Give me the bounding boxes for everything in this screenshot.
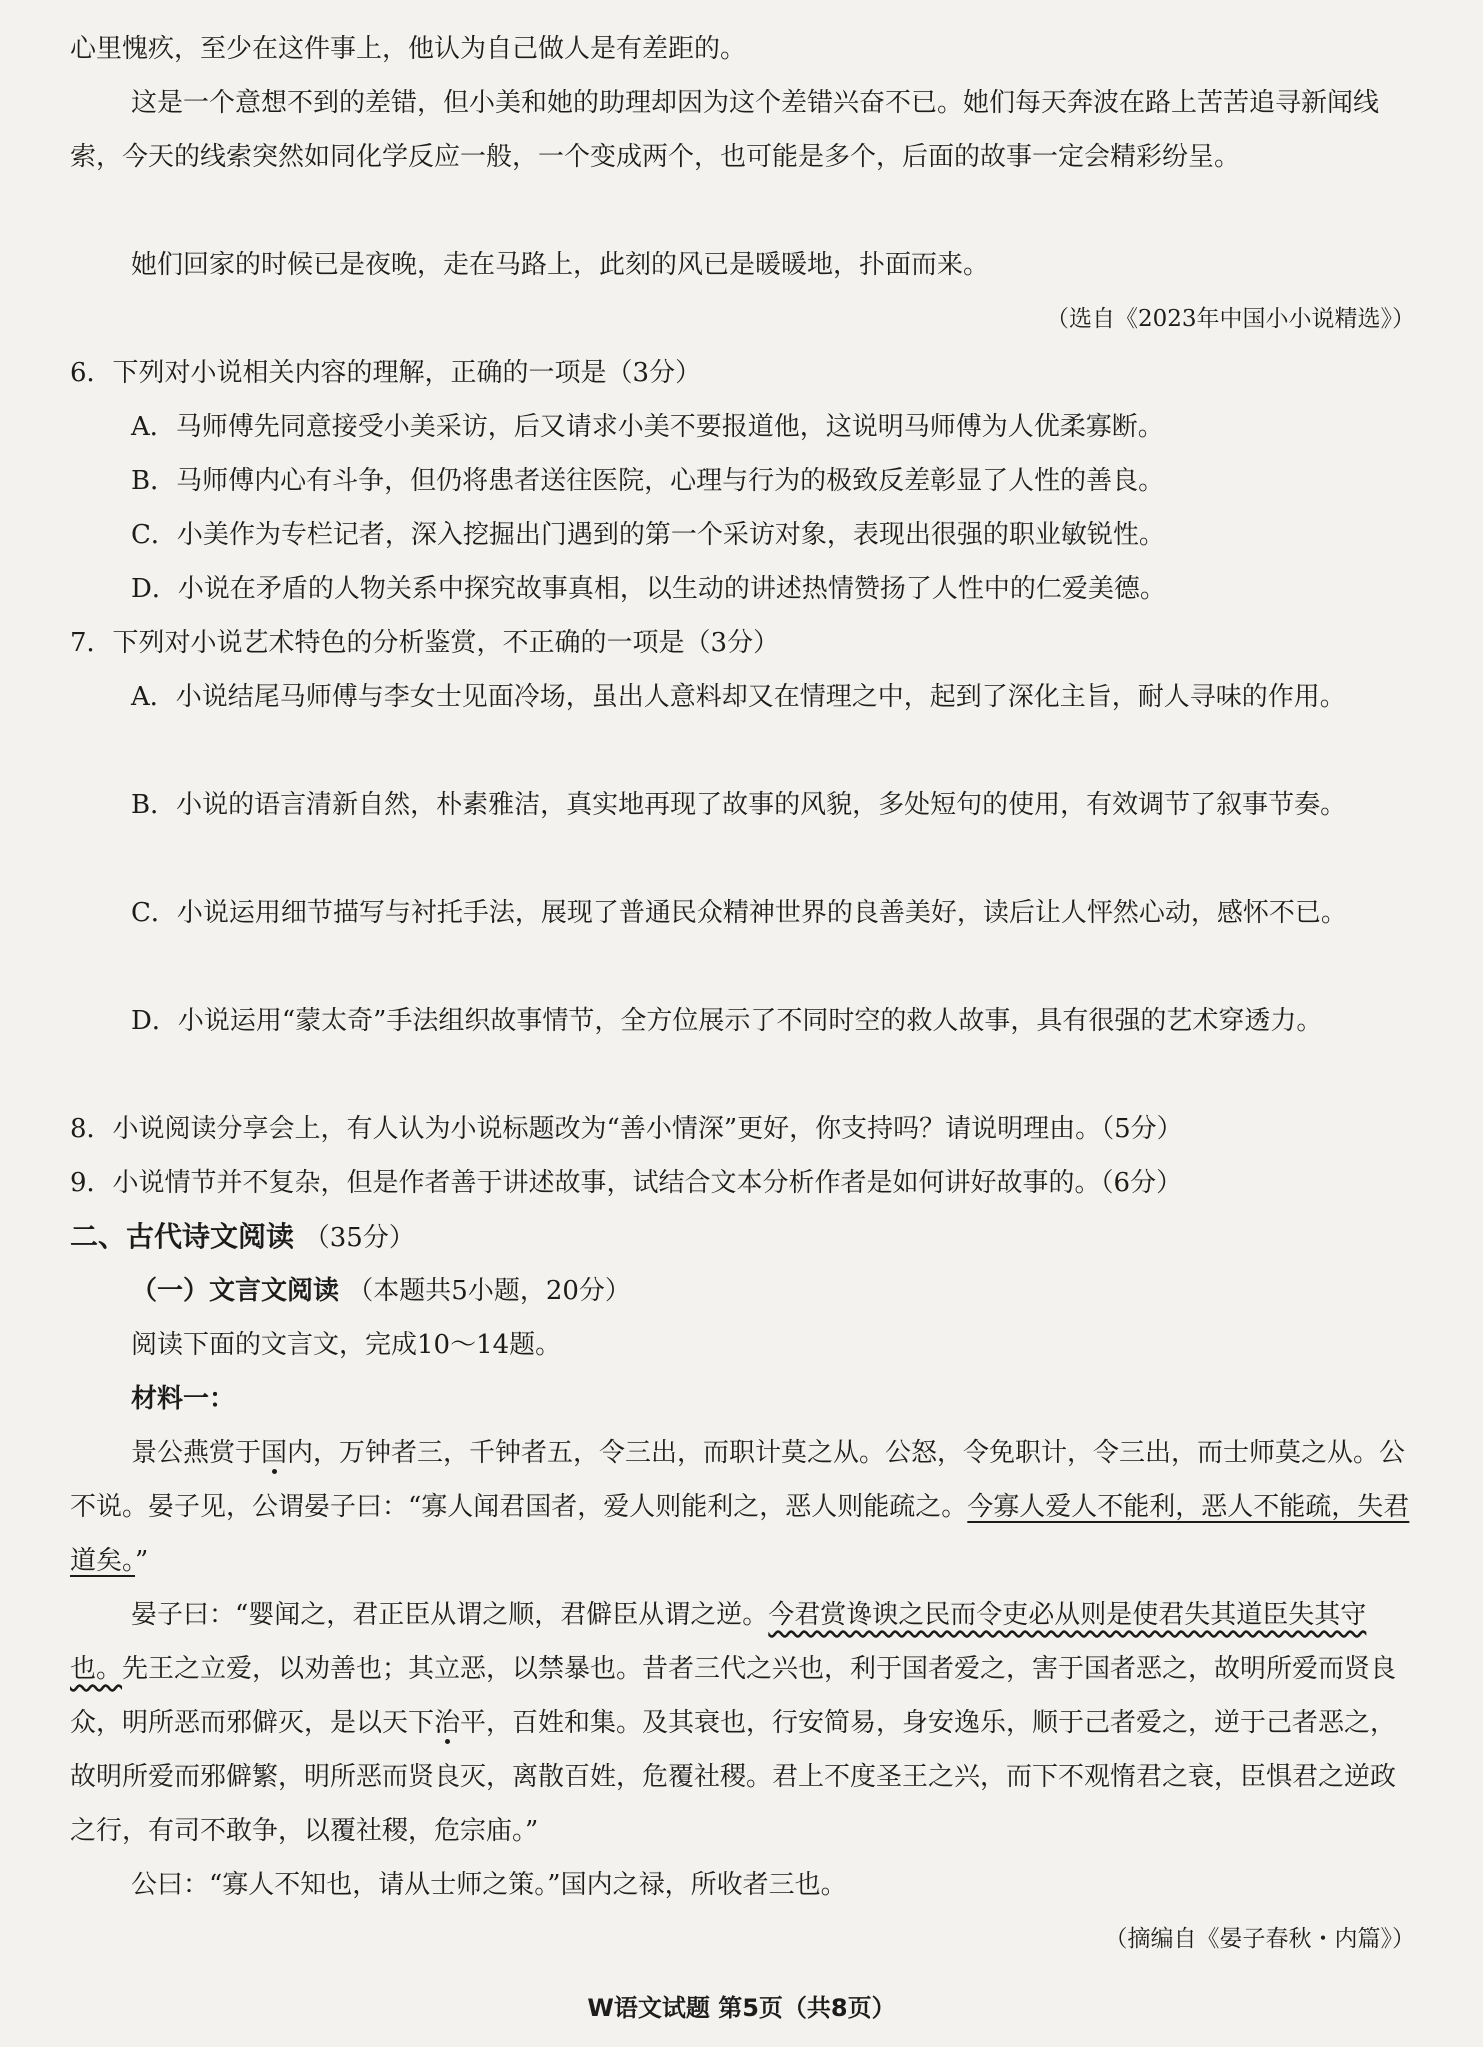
story-paragraph: 这是一个意想不到的差错，但小美和她的助理却因为这个差错兴奋不已。她们每天奔波在路上苦苦追寻新闻线索，今天的线索突然如同化学反应一般，一个变成两个，也可能是多个，后面的故事一定会精彩纷呈。 — [70, 88, 1380, 172]
q7-option-a: A．小说结尾马师傅与李女士见面冷场，虽出人意料却又在情理之中，起到了深化主旨，耐人寻味的作用。 — [131, 682, 1346, 712]
section-heading — [70, 1210, 415, 1265]
page-footer: W语文试题 第5页（共8页） — [587, 1994, 896, 2022]
section-title: 二、古代诗文阅读 — [70, 1220, 295, 1253]
source-citation: （摘编自《晏子春秋・内篇》） — [1104, 1926, 1415, 1952]
story-paragraph: 她们回家的时候已是夜晚，走在马路上，此刻的风已是暖暖地，扑面而来。 — [131, 250, 990, 280]
q7-option-b: B．小说的语言清新自然，朴素雅洁，真实地再现了故事的风貌，多处短句的使用，有效调节了叙事节奏。 — [131, 790, 1347, 820]
dotted-char: 国 — [261, 1438, 288, 1468]
section-points: （35分） — [303, 1223, 415, 1253]
material-label: 材料一： — [131, 1384, 236, 1414]
q6-option-c: C．小美作为专栏记者，深入挖掘出门遇到的第一个采访对象，表现出很强的职业敏锐性。 — [131, 520, 1165, 550]
question-8: 8．小说阅读分享会上，有人认为小说标题改为“善小情深”更好，你支持吗？请说明理由。（5分） — [70, 1114, 1183, 1144]
question-6-stem: 6．下列对小说相关内容的理解，正确的一项是（3分） — [70, 358, 702, 388]
subsection-title: （一）文言文阅读 — [131, 1276, 340, 1306]
classical-paragraph-3: 公曰：“寡人不知也，请从士师之策。”国内之禄，所收者三也。 — [131, 1870, 847, 1900]
reading-instruction: 阅读下面的文言文，完成10～14题。 — [131, 1330, 562, 1360]
q7-option-d: D．小说运用“蒙太奇”手法组织故事情节，全方位展示了不同时空的救人故事，具有很强的艺术穿透力。 — [131, 1006, 1323, 1036]
subsection-heading — [131, 1264, 631, 1318]
q6-option-a: A．马师傅先同意接受小美采访，后又请求小美不要报道他，这说明马师傅为人优柔寡断。 — [131, 412, 1164, 442]
question-9: 9．小说情节并不复杂，但是作者善于讲述故事，试结合文本分析作者是如何讲好故事的。（6分） — [70, 1168, 1183, 1198]
classical-paragraph-2: 晏子曰：“婴闻之，君正臣从谓之顺，君僻臣从谓之逆。今君赏谗谀之民而令吏必从则是使君失其道臣失其守也。先王之立爱，以劝善也；其立恶，以禁暴也。昔者三代之兴也，利于国者爱之，害于国者恶之，故明所爱而贤良众，明所恶而邪僻灭，是以天下治平，百姓和集。及其衰也，行安简易，身安逸乐，顺于己者爱之，逆于己者恶之，故明所爱而邪僻繁，明所恶而贤良灭，离散百姓，危覆社稷。君上不度圣王之兴，而下不观惰君之衰，臣惧君之逆政之行，有司不敢争，以覆社稷，危宗庙。” — [70, 1600, 1397, 1846]
q7-option-c: C．小说运用细节描写与衬托手法，展现了普通民众精神世界的良善美好，读后让人怦然心动，感怀不已。 — [131, 898, 1347, 928]
dotted-char: 治 — [434, 1708, 461, 1738]
source-citation: （选自《2023年中国小小说精选》） — [1045, 306, 1415, 332]
q6-option-d: D．小说在矛盾的人物关系中探究故事真相，以生动的讲述热情赞扬了人性中的仁爱美德。 — [131, 574, 1166, 604]
underlined-sentence: 今寡人爱人不能利，恶人不能疏，失君道矣。 — [70, 1492, 1410, 1576]
subsection-note: （本题共5小题，20分） — [347, 1276, 631, 1306]
q6-option-b: B．马师傅内心有斗争，但仍将患者送往医院，心理与行为的极致反差彰显了人性的善良。 — [131, 466, 1165, 496]
wavy-underlined-sentence: 今君赏谗谀之民而令吏必从则是使君失其道臣失其守也。 — [70, 1600, 1367, 1684]
question-7-stem: 7．下列对小说艺术特色的分析鉴赏，不正确的一项是（3分） — [70, 628, 780, 658]
classical-paragraph-1: 景公燕赏于国内，万钟者三，千钟者五，令三出，而职计莫之从。公怒，令免职计，令三出，而士师莫之从。公不说。晏子见，公谓晏子曰：“寡人闻君国者，爱人则能利之，恶人则能疏之。今寡人爱人不能利，恶人不能疏，失君道矣。” — [70, 1438, 1410, 1576]
story-text-line: 心里愧疚，至少在这件事上，他认为自己做人是有差距的。 — [70, 34, 747, 64]
